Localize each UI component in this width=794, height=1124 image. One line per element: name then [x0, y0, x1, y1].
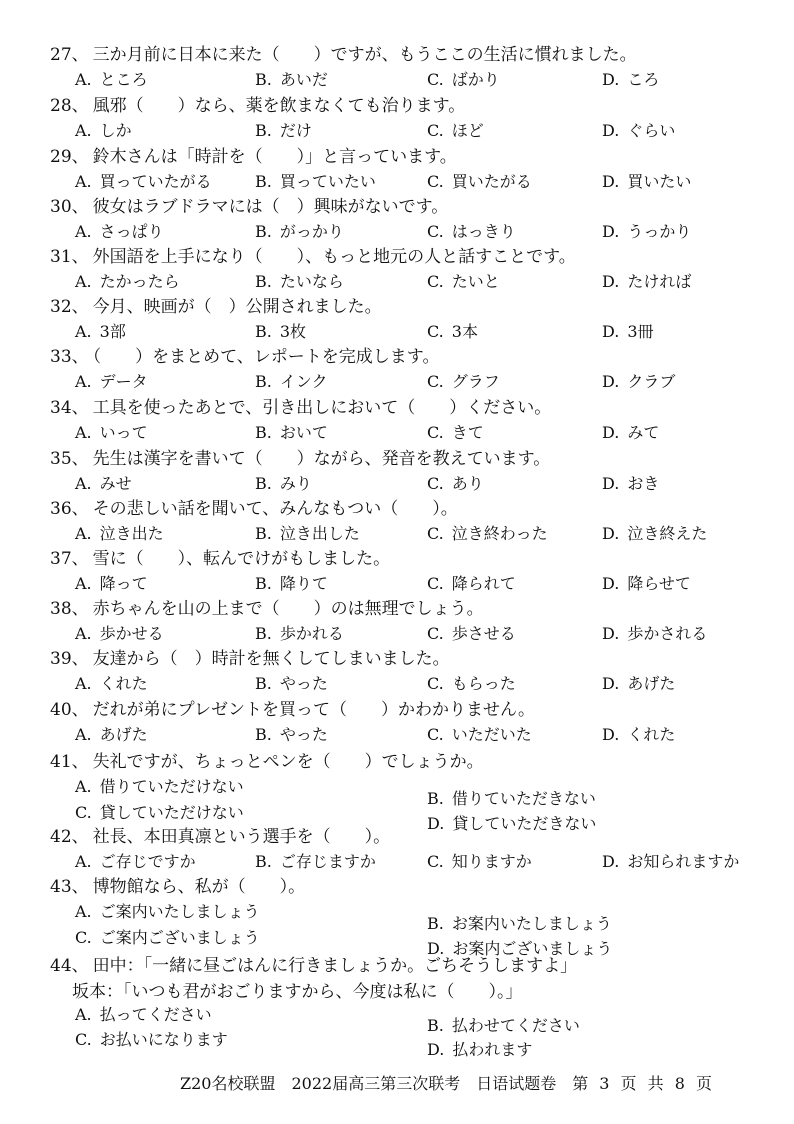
question-number: 43、	[50, 877, 89, 897]
option-c: C. 降られて	[427, 574, 516, 593]
option-b: B. おいて	[255, 423, 328, 442]
option-b: B. 買っていたい	[255, 172, 376, 191]
question-stem	[50, 246, 576, 268]
question-text: 雪に（ ）、転んでけがもしました。	[92, 549, 391, 569]
option-b: B. たいなら	[255, 272, 344, 291]
question-number: 42、	[50, 827, 89, 847]
question-number: 39、	[50, 649, 89, 669]
question-number: 36、	[50, 499, 89, 519]
question-stem	[50, 955, 577, 977]
question-text: 三か月前に日本に来た（ ）ですが、もうここの生活に慣れました。	[92, 45, 637, 65]
question-dialog-line: 坂本：「いつも君がおごりますから、今度は私に（ ）。」	[72, 982, 523, 1002]
option-b: B. やった	[255, 725, 328, 744]
option-d: D. 払われます	[427, 1040, 533, 1059]
option-c: C. たいと	[427, 272, 500, 291]
question-number: 34、	[50, 398, 89, 418]
option-a: A. しか	[75, 121, 132, 140]
option-b: B. インク	[255, 372, 328, 391]
question-text: だれが弟にプレゼントを買って（ ）かわかりません。	[92, 700, 535, 720]
question-stem	[50, 498, 458, 520]
option-d: D. うっかり	[602, 222, 692, 241]
option-a: A. みせ	[75, 474, 132, 493]
option-a: A. 買っていたがる	[75, 172, 212, 191]
option-a: A. あげた	[75, 725, 148, 744]
option-a: A. ご案内いたしましょう	[75, 902, 260, 921]
question-number: 44、	[50, 956, 89, 976]
option-d: D. お知られますか	[602, 852, 740, 871]
option-d: D. ころ	[602, 70, 660, 89]
option-d: D. おき	[602, 474, 660, 493]
option-d: D. あげた	[602, 674, 676, 693]
option-b: B. がっかり	[255, 222, 344, 241]
option-d: D. 泣き終えた	[602, 524, 708, 543]
option-d: D. 歩かされる	[602, 624, 708, 643]
option-b: B. お案内いたしましょう	[427, 914, 612, 933]
question-text: 工具を使ったあとで、引き出しにおいて（ ）ください。	[92, 398, 552, 418]
question-number: 38、	[50, 599, 89, 619]
option-b: B. 歩かれる	[255, 624, 344, 643]
question-text: 赤ちゃんを山の上まで（ ）のは無理でしょう。	[92, 599, 484, 619]
option-c: C. 知りますか	[427, 852, 532, 871]
question-number: 32、	[50, 297, 89, 317]
question-text: 先生は漢字を書いて（ ）ながら、発音を教えています。	[92, 449, 551, 469]
question-stem	[50, 448, 550, 470]
option-c: C. はっきり	[427, 222, 516, 241]
option-b: B. だけ	[255, 121, 312, 140]
option-a: A. ところ	[75, 70, 148, 89]
option-a: A. いって	[75, 423, 148, 442]
question-stem	[50, 44, 637, 66]
option-c: C. お払いになります	[75, 1030, 228, 1049]
question-number: 40、	[50, 700, 89, 720]
option-d: D. 降らせて	[602, 574, 691, 593]
option-c: C. ばかり	[427, 70, 500, 89]
option-d: D. クラブ	[602, 372, 676, 391]
question-text: 今月、映画が（ ）公開されました。	[92, 297, 382, 317]
question-text: 彼女はラブドラマには（ ）興味がないです。	[92, 197, 449, 217]
option-a: A. ご存じですか	[75, 852, 196, 871]
question-stem	[50, 146, 457, 168]
question-number: 28、	[50, 96, 89, 116]
option-c: C. ご案内ございましょう	[75, 928, 260, 947]
question-stem	[50, 826, 390, 848]
option-c: C. 泣き終わった	[427, 524, 548, 543]
question-stem	[50, 95, 465, 117]
option-c: C. 買いたがる	[427, 172, 532, 191]
question-number: 31、	[50, 247, 89, 267]
option-a: A. 降って	[75, 574, 148, 593]
option-a: A. 払ってください	[75, 1005, 212, 1024]
question-stem	[50, 296, 382, 318]
option-d: D. 3冊	[602, 322, 654, 341]
question-text: 社長、本田真凛という選手を（ ）。	[92, 827, 391, 847]
option-c: C. きて	[427, 423, 484, 442]
option-d: D. くれた	[602, 725, 676, 744]
question-stem	[50, 598, 484, 620]
question-stem	[50, 648, 450, 670]
option-b: B. あいだ	[255, 70, 328, 89]
option-c: C. もらった	[427, 674, 516, 693]
option-c: C. 3本	[427, 322, 478, 341]
option-a: A. 泣き出た	[75, 524, 164, 543]
question-text: その悲しい話を聞いて、みんなもつい（ ）。	[92, 499, 458, 519]
option-c: C. グラフ	[427, 372, 500, 391]
question-text: 友達から（ ）時計を無くしてしまいました。	[92, 649, 450, 669]
question-stem	[50, 699, 535, 721]
question-number: 29、	[50, 147, 89, 167]
option-b: B. 泣き出した	[255, 524, 360, 543]
question-text: 田中：「一緒に昼ごはんに行きましょうか。ごちそうしますよ」	[92, 956, 578, 976]
question-number: 27、	[50, 45, 89, 65]
option-d: D. 買いたい	[602, 172, 692, 191]
option-b: B. ご存じますか	[255, 852, 376, 871]
question-number: 41、	[50, 752, 89, 772]
option-d: D. みて	[602, 423, 660, 442]
option-b: B. みり	[255, 474, 312, 493]
option-b: B. 3枚	[255, 322, 307, 341]
option-a: A. データ	[75, 372, 148, 391]
question-stem	[50, 876, 305, 898]
question-stem	[50, 397, 551, 419]
option-c: C. ほど	[427, 121, 484, 140]
question-text: （ ）をまとめて、レポートを完成します。	[92, 347, 440, 367]
option-d: D. お案内ございましょう	[427, 939, 613, 958]
option-a: A. 3部	[75, 322, 126, 341]
option-a: A. さっぱり	[75, 222, 164, 241]
question-text: 失礼ですが、ちょっとペンを（ ）でしょうか。	[92, 752, 484, 772]
question-text: 博物館なら、私が（ ）。	[92, 877, 306, 897]
option-b: B. 借りていただきない	[427, 789, 596, 808]
option-d: D. ぐらい	[602, 121, 676, 140]
option-c: C. 貸していただけない	[75, 803, 244, 822]
option-a: A. 歩かせる	[75, 624, 164, 643]
option-c: C. いただいた	[427, 725, 532, 744]
question-number: 33、	[50, 347, 89, 367]
option-d: D. 貸していただきない	[427, 814, 597, 833]
question-stem	[50, 751, 484, 773]
option-b: B. 降りて	[255, 574, 328, 593]
question-number: 37、	[50, 549, 89, 569]
option-c: C. 歩させる	[427, 624, 516, 643]
option-d: D. たければ	[602, 272, 692, 291]
option-a: A. たかったら	[75, 272, 180, 291]
option-a: A. 借りていただけない	[75, 777, 244, 796]
page-footer: Z20名校联盟 2022届高三第三次联考 日语试题卷 第 3 页 共 8 页	[180, 1074, 712, 1093]
question-text: 風邪（ ）なら、薬を飲まなくても治ります。	[92, 96, 466, 116]
option-a: A. くれた	[75, 674, 148, 693]
question-number: 30、	[50, 197, 89, 217]
question-text: 鈴木さんは「時計を（ ）」と言っています。	[92, 147, 457, 167]
question-stem	[50, 548, 390, 570]
question-stem	[50, 196, 448, 218]
question-text: 外国語を上手になり（ ）、もっと地元の人と話すことです。	[92, 247, 576, 267]
question-stem	[50, 346, 439, 368]
option-b: B. 払わせてください	[427, 1016, 580, 1035]
option-b: B. やった	[255, 674, 328, 693]
question-number: 35、	[50, 449, 89, 469]
option-c: C. あり	[427, 474, 484, 493]
